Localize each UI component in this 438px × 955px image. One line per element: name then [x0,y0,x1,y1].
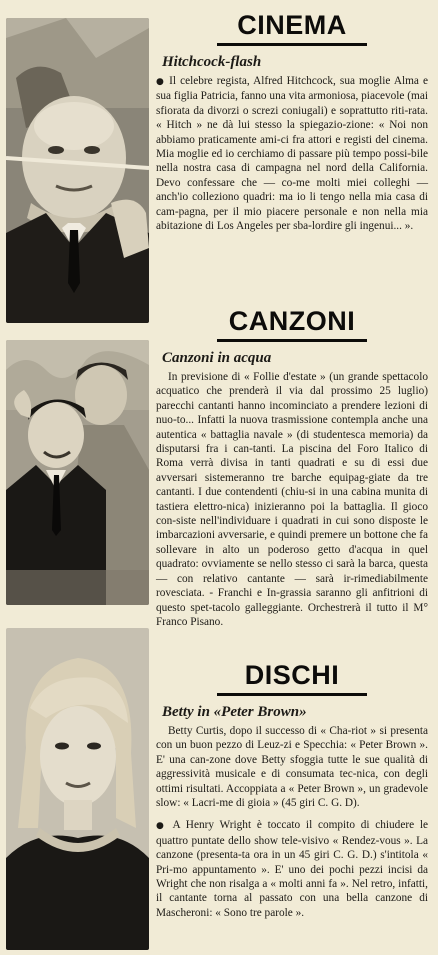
dischi-heading: DISCHI [244,660,340,690]
canzoni-heading: CANZONI [228,306,356,336]
singers-photo [6,340,149,605]
canzoni-article: In previsione di « Follie d'estate » (un grande spettacolo acquatico che prenderà il via dal prossimo 25 luglio) parecchi cantanti hanno incominciato a prendere lezioni di nuo-to... Infatti la nuova trasmissione contempla anche una autentica « battaglia navale » (di studentesca memoria) da disputarsi fra i can-tanti. La piscina del Foro Italico di Roma verrà divisa in tanti quadrati e su di essi due avversari sistemeranno tre barche equipag-giate da tre cantanti. I due contendenti (chiu-si in una cabina munita di tastiera elettro-nica) inizieranno poi la battaglia. Il gioco con-siste nell'individuare i quadrati in cui sono disposte le imbarcazioni avversarie, e quindi premere un bottone che fa sollevare in alto un poderoso getto d'acqua in quel quadrato: ovviamente se nello stesso ci sarà la barca, questa — con relativo cantante — sarà ir-rimediabilmente rovesciata. - Franchi e In-grassia saranno gli anfitrioni di questo spet-tacolo galleggiante. Orchestrerà il tutto il M° Franco Pisano. [156,371,428,628]
dischi-rule [217,693,367,696]
cinema-section [156,10,428,233]
cinema-subheading: Hitchcock-flash [162,54,262,70]
hitchcock-photo [6,18,149,323]
betty-curtis-photo [6,628,149,950]
bullet-icon: ● [156,821,167,832]
cinema-article-text: Il celebre regista, Alfred Hitchcock, sua moglie Alma e sua figlia Patricia, fanno una vita armoniosa, piacevole (mai sfiorata da divorzi o screzi coniugali) e soprattutto riti-rata. « Hitch » ne dà lui stesso la spiegazio-zione: « Noi non abbiamo praticamente ami-ci fra attori e registi del cinema. Mia moglie ed io cerchiamo di passare più tempo possi-bile nella nostra casa di campagna nel nord della California. Devo confessare che — co-me molti miei colleghi — anch'io colleziono quadri: ma io li tengo nella mia casa di cam-pagna, per il mio piacere personale e non nella mia abitazione di Los Angeles per sba-lordire gli ingenui... ». [156,75,428,233]
dischi-section [156,660,428,920]
canzoni-subheading: Canzoni in acqua [162,350,272,366]
bullet-icon: ● [156,77,166,87]
dischi-subheading: Betty in «Peter Brown» [162,704,307,720]
canzoni-rule [217,339,367,342]
canzoni-section [156,306,428,629]
dischi-article-1: Betty Curtis, dopo il successo di « Cha-riot » si presenta con un buon pezzo di Leuz-zi e Specchia: « Peter Brown ». E' una can-zone dove Betty sfoggia tutte le sue qualità di aggressività musicale e di consumata tec-nica, con degli ottimi risultati. Accoppiata a « Peter Brown », un gradevole slow: « Lacri-me di gioia » (45 giri C. G. D). [156,725,428,810]
cinema-heading: CINEMA [237,10,347,40]
cinema-article [156,74,428,233]
cinema-rule [217,43,367,46]
dischi-article-2-text: A Henry Wright è toccato il compito di chiudere le quattro puntate dello show tele-visivo « Rendez-vous ». La canzone (presenta-ta ora in un 45 giri C. G. D.) s'intitola « Pri-mo appuntamento ». E' uno dei pochi pezzi incisi da Wright che non risalga a « molti anni fa ». Nel retro, infatti, il cantante torna al passato con una bella canzone di Mascheroni: « Sono tre parole ». [156,819,428,919]
dischi-article-2 [156,818,428,920]
